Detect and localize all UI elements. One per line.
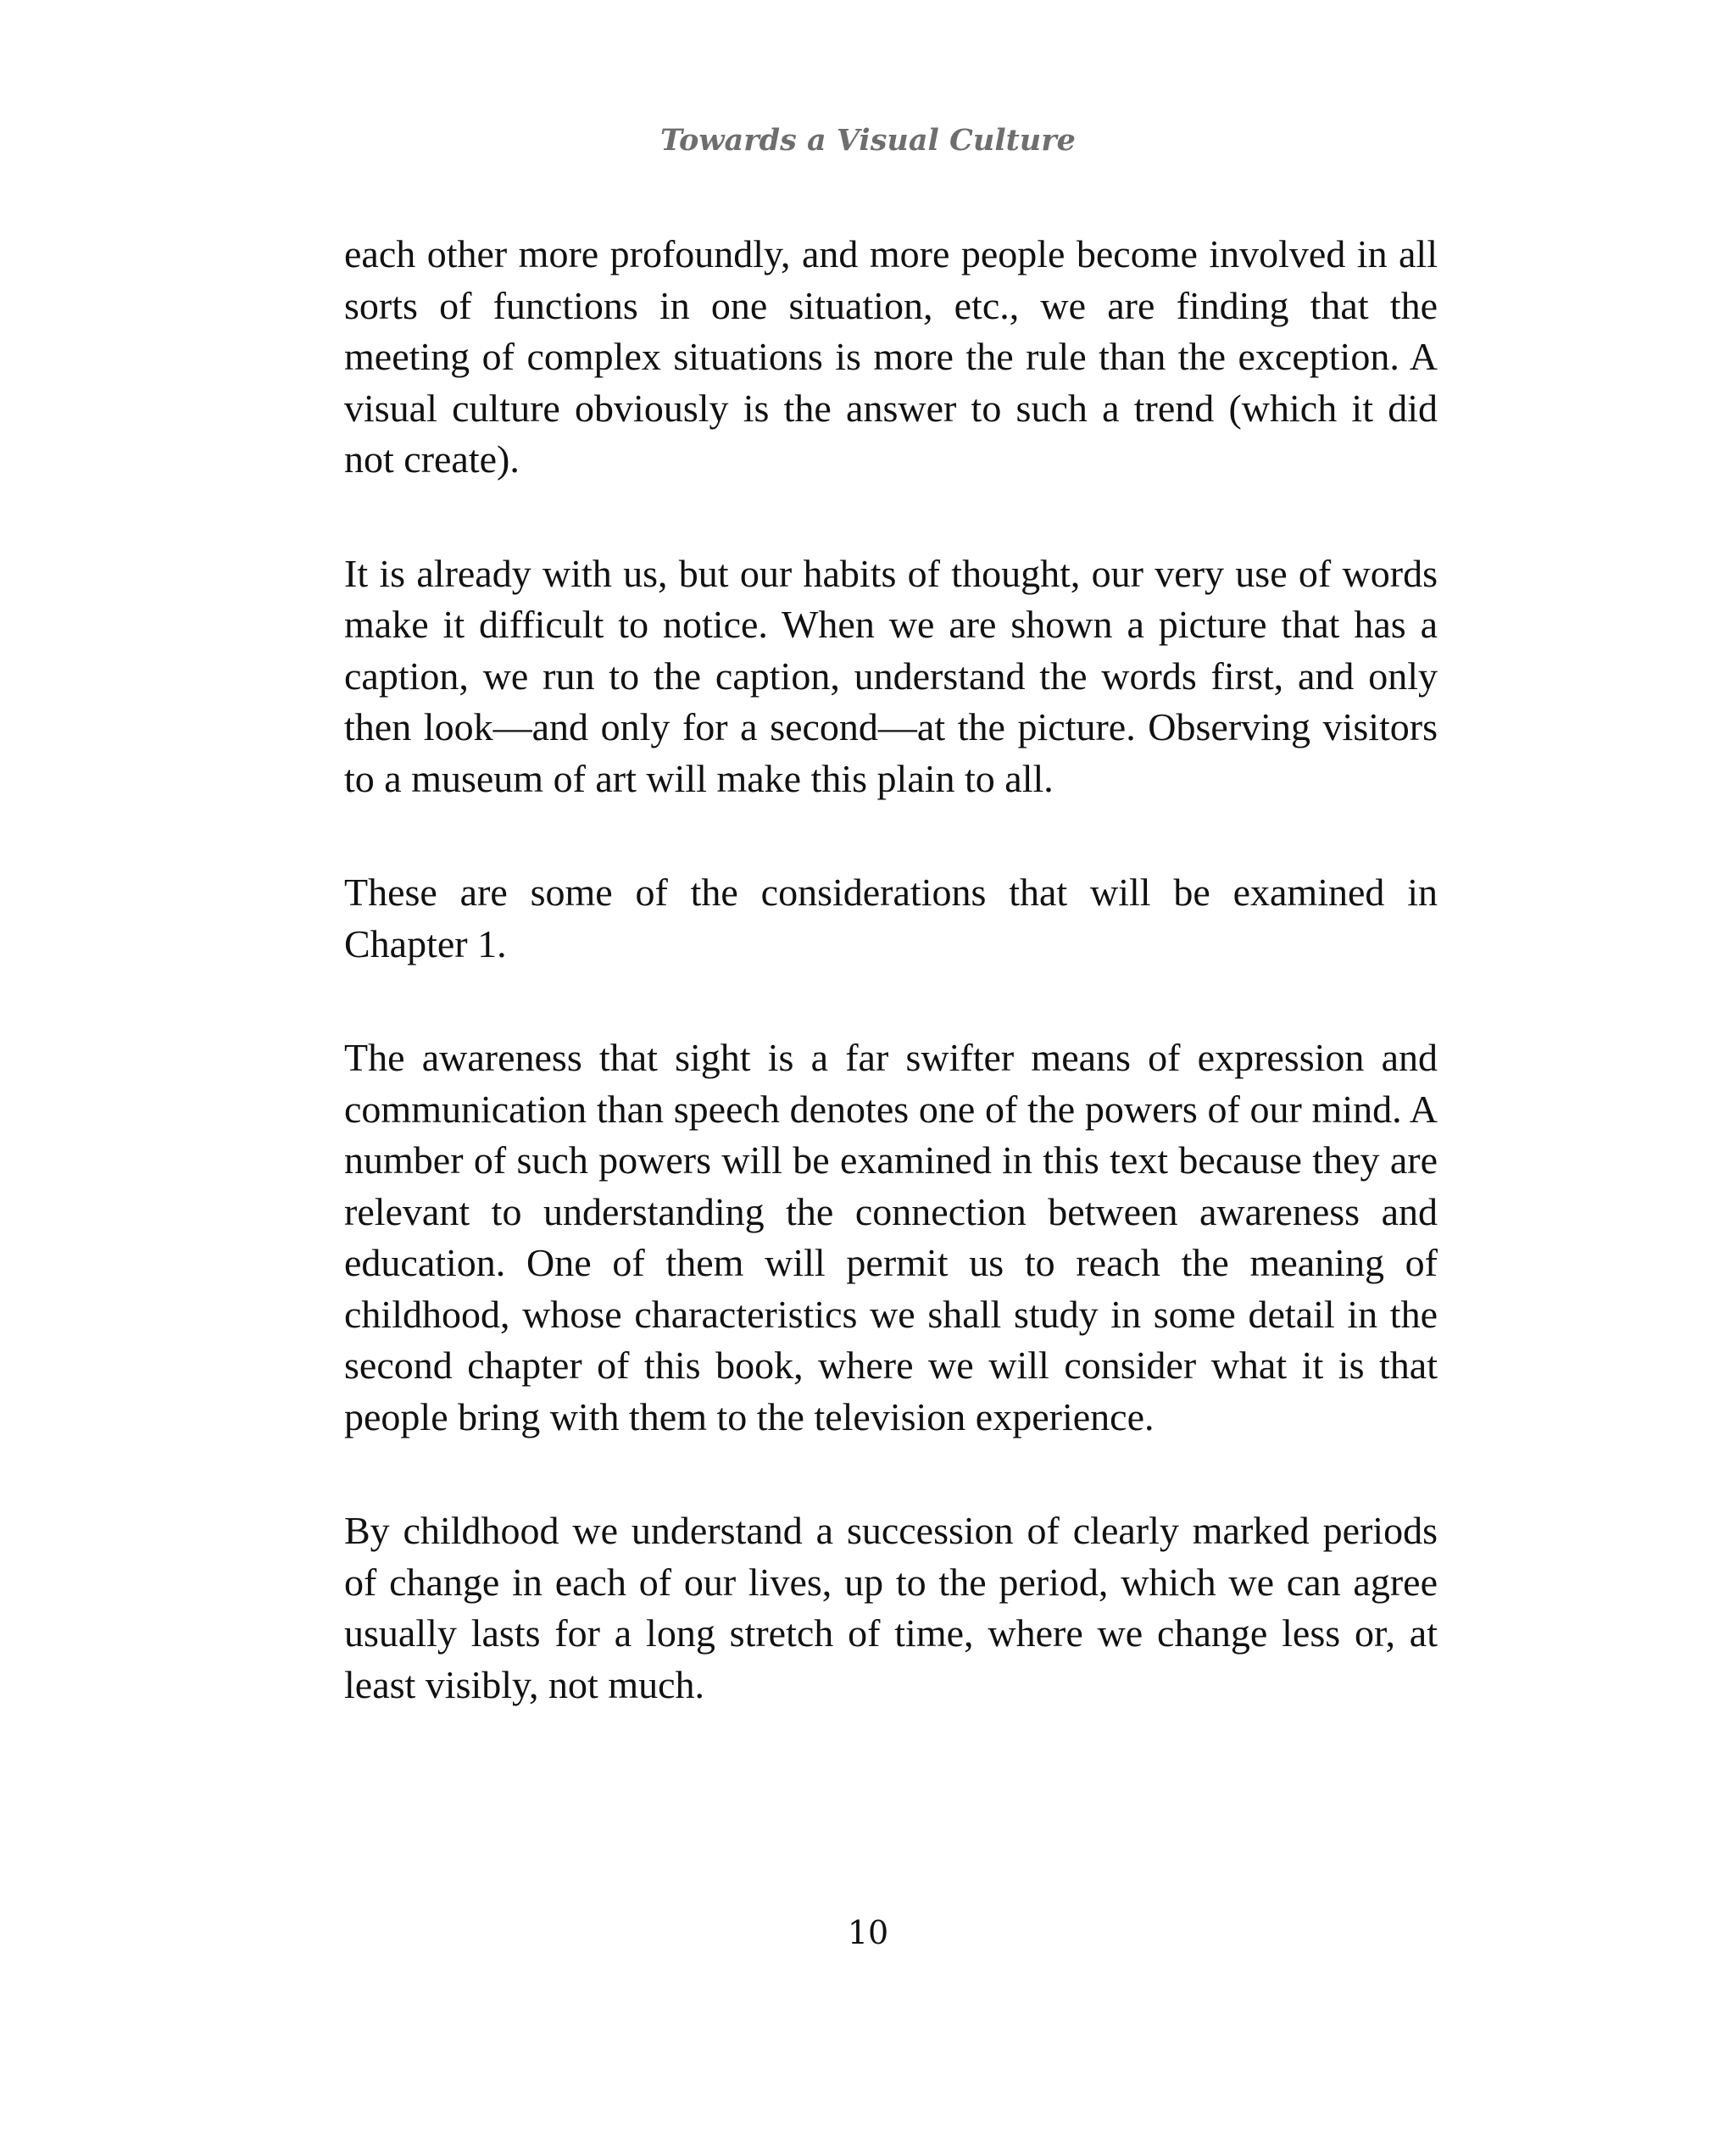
paragraph: each other more profoundly, and more people become involved in all sorts of functions in one situation, etc., we are finding that the meeting of complex situations is more the rule than the exception. A visual culture obviously is the answer to such a trend (which it did not create). (344, 232, 1438, 481)
page-number: 10 (847, 1914, 889, 1951)
paragraph: It is already with us, but our habits of thought, our very use of words make it difficult to notice. When we are shown a picture that has a caption, we run to the caption, understand the words first, and only then look—and only for a second—at the picture. Observing visitors to a museum of art will make this plain to all. (344, 551, 1438, 800)
paragraph: These are some of the considerations that will be examined in Chapter 1. (344, 871, 1438, 965)
body-text (344, 229, 1438, 1711)
paragraph: By childhood we understand a succession of clearly marked periods of change in each of our lives, up to the period, which we can agree usually lasts for a long stretch of time, where we change less or, at least visibly, not much. (344, 1509, 1438, 1706)
running-header: Towards a Visual Culture (660, 123, 1076, 158)
paragraph: The awareness that sight is a far swifter means of expression and communication than speech denotes one of the powers of our mind. A number of such powers will be examined in this text because they are relevant to understanding the connection between awareness and education. One of them will permit us to reach the meaning of childhood, whose characteristics we shall study in some detail in the second chapter of this book, where we will consider what it is that people bring with them to the television experience. (344, 1036, 1438, 1438)
